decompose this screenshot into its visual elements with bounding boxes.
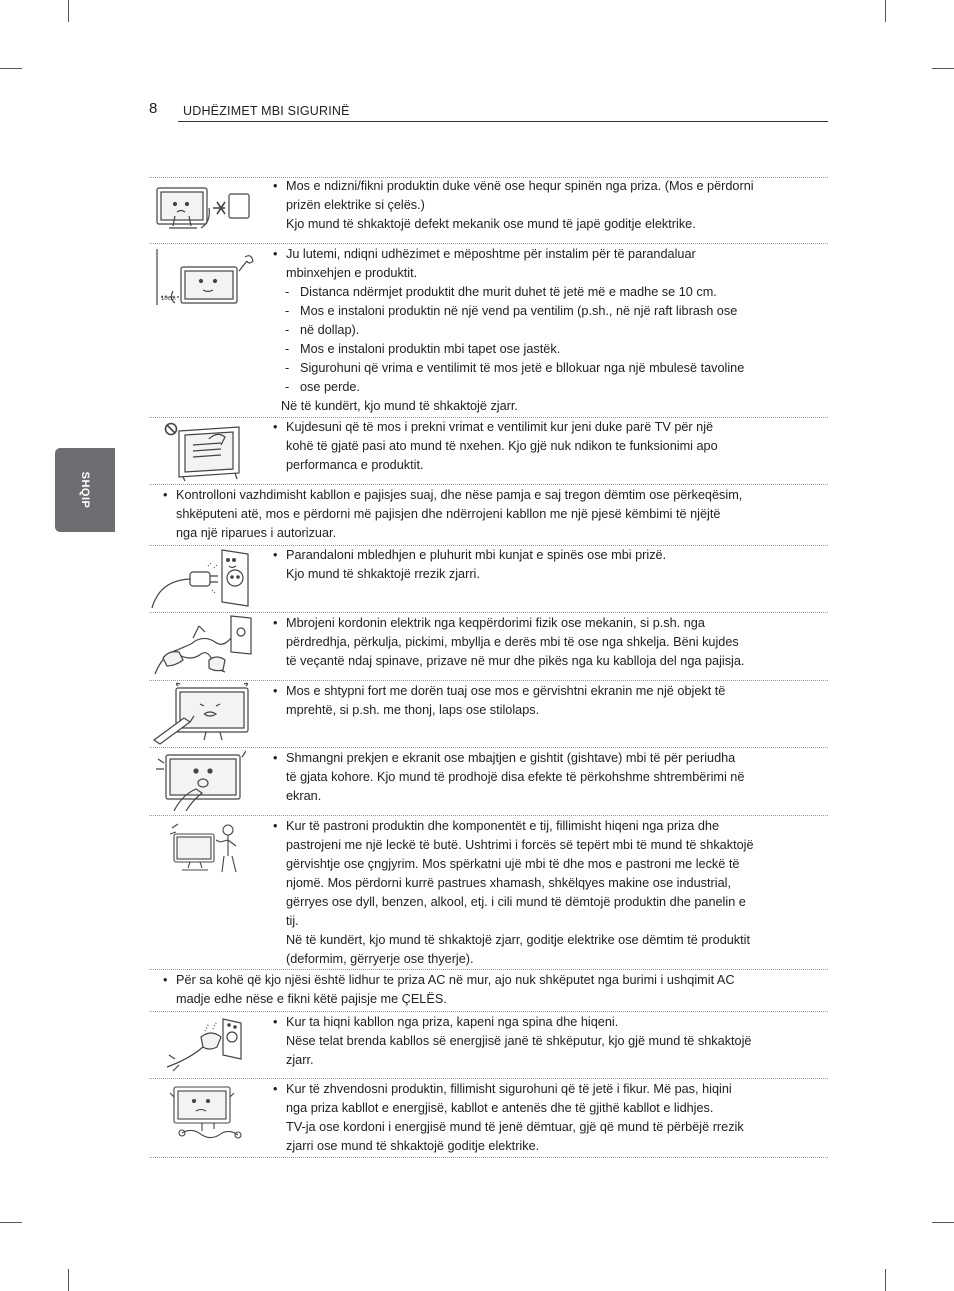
bullet-text: gërryes ose dyll, benzen, alkool, etj. i cili mund të dëmtojë produktin dhe panelin e xyxy=(286,895,746,909)
section-divider xyxy=(149,680,828,681)
section-divider xyxy=(149,747,828,748)
crop-mark xyxy=(885,0,886,22)
section-divider xyxy=(149,815,828,816)
section-pull-plug xyxy=(272,1013,832,1070)
list-item: - Mos e instaloni produktin mbi tapet ose jastëk. xyxy=(272,340,832,359)
note-text: Në të kundërt, kjo mund të shkaktojë zjarr, goditje elektrike ose dëmtim të produktit xyxy=(286,933,751,947)
bullet-text: mprehtë, si p.sh. me thonj, laps ose stilolaps. xyxy=(286,703,540,717)
list-item: - Distanca ndërmjet produktit dhe murit duhet të jetë më e madhe se 10 cm. xyxy=(272,283,832,302)
bullet-text: • Për sa kohë që kjo njësi është lidhur te priza AC në mur, ajo nuk shkëputet nga burimi i ushqimit AC xyxy=(162,971,832,990)
section-vent-heat xyxy=(272,418,832,475)
note-text: Kjo mund të shkaktojë defekt mekanik ose mund të japë goditje elektrike. xyxy=(286,217,696,231)
section-ventilation xyxy=(272,245,832,416)
bullet-text: • Shmangni prekjen e ekranit ose mbajtjen e gishtit (gishtave) mbi të për periudha xyxy=(272,749,832,768)
note-text: zjarri ose mund të shkaktojë goditje elektrike. xyxy=(286,1139,540,1153)
section-divider xyxy=(149,612,828,613)
section-divider xyxy=(149,969,828,970)
pull-plug-icon xyxy=(165,1015,245,1075)
distance-label: 10cm xyxy=(161,296,176,302)
list-item: - Mos e instaloni produktin në një vend pa ventilim (p.sh., në një raft librash ose xyxy=(272,302,832,321)
bullet-text: të veçantë ndaj spinave, prizave në mur dhe pikës nga ku kablloja del nga pajisja. xyxy=(286,654,745,668)
bullet-text: shkëputeni atë, mos e përdorni më pajisjen dhe ndërrojeni kabllon me një pjesë këmbimi të njëjtë xyxy=(176,507,721,521)
section-screen-touch xyxy=(272,749,832,806)
section-divider xyxy=(149,1078,828,1079)
crop-mark xyxy=(932,1222,954,1223)
section-divider xyxy=(149,484,828,485)
crop-mark xyxy=(68,0,69,22)
section-cleaning xyxy=(272,817,832,969)
bullet-text: të gjata kohore. Kjo mund të prodhojë disa efekte të përkohshme shtrembërimi në xyxy=(286,770,745,784)
bullet-text: njomë. Mos përdorni kurrë pastrues xhamash, shkëlqyes makine ose industrial, xyxy=(286,876,731,890)
note-text: (deformim, gërryerje ose thyerje). xyxy=(286,952,474,966)
bullet-text: tij. xyxy=(286,914,299,928)
dusty-plug-icon xyxy=(150,548,254,610)
section-dust xyxy=(272,546,832,584)
bullet-text: performanca e produktit. xyxy=(286,458,424,472)
section-move-tv xyxy=(272,1080,832,1156)
screen-press-icon xyxy=(150,682,254,746)
bullet-text: • Ju lutemi, ndiqni udhëzimet e mëposhtme për instalim për të parandaluar xyxy=(272,245,832,264)
tv-ventilation-icon xyxy=(153,247,261,309)
note-text: TV-ja ose kordoni i energjisë mund të jenë dëmtuar, gjë që mund të përbëjë rrezik xyxy=(286,1120,744,1134)
bullet-text: • Kur ta hiqni kabllon nga priza, kapeni nga spina dhe hiqeni. xyxy=(272,1013,832,1032)
tv-unplug-icon xyxy=(153,182,255,234)
bullet-text: gërvishtje ose çngjyrim. Mos spërkatni ujë mbi të dhe mos e pastroni me leckë të xyxy=(286,857,740,871)
warning-text: Në të kundërt, kjo mund të shkaktojë zjarr. xyxy=(281,399,518,413)
section-screen-press xyxy=(272,682,832,720)
bullet-text: • Kur të zhvendosni produktin, fillimisht sigurohuni që të jetë i fikur. Më pas, hiqini xyxy=(272,1080,832,1099)
bullet-text: prizën elektrike si çelës.) xyxy=(286,198,425,212)
language-tab-label: SHQIP xyxy=(79,471,91,509)
crop-mark xyxy=(68,1269,69,1291)
bullet-text: • Mos e shtypni fort me dorën tuaj ose mos e gërvishtni ekranin me një objekt të xyxy=(272,682,832,701)
no-touch-vent-icon xyxy=(163,421,247,483)
section-divider xyxy=(149,1157,828,1158)
crop-mark xyxy=(0,1222,22,1223)
section-cable-check xyxy=(162,486,832,543)
page-number: 8 xyxy=(149,100,158,117)
bullet-text: mbinxehjen e produktit. xyxy=(286,266,418,280)
bullet-text: ekran. xyxy=(286,789,322,803)
note-text: Kjo mund të shkaktojë rrezik zjarri. xyxy=(286,567,480,581)
section-ac-power xyxy=(162,971,832,1009)
bullet-text: • Mbrojeni kordonin elektrik nga keqpërdorimi fizik ose mekanin, si p.sh. nga xyxy=(272,614,832,633)
bullet-text: nga një riparues i autorizuar. xyxy=(176,526,337,540)
list-item: - në dollap). xyxy=(272,321,832,340)
move-tv-icon xyxy=(168,1083,246,1145)
bullet-text: • Kontrolloni vazhdimisht kabllon e pajisjes suaj, dhe nëse pamja e saj tregon dëmtim ose përkeqësim, xyxy=(162,486,832,505)
cord-abuse-icon xyxy=(151,614,255,680)
bullet-text: madje edhe nëse e fikni këtë pajisje me ÇELËS. xyxy=(176,992,447,1006)
list-item: - ose perde. xyxy=(272,378,832,397)
bullet-text: kohë të gjatë pasi ato mund të nxehen. Kjo gjë nuk ndikon te funksionimi apo xyxy=(286,439,718,453)
crop-mark xyxy=(932,68,954,69)
page-header-title: UDHËZIMET MBI SIGURINË xyxy=(183,104,350,118)
bullet-text: • Parandaloni mbledhjen e pluhurit mbi kunjat e spinës ose mbi prizë. xyxy=(272,546,832,565)
bullet-text: nga priza kabllot e energjisë, kabllot e antenës dhe të gjithë kabllot e lidhjes. xyxy=(286,1101,714,1115)
crop-mark xyxy=(0,68,22,69)
bullet-text: • Kujdesuni që të mos i prekni vrimat e ventilimit kur jeni duke parë TV për një xyxy=(272,418,832,437)
section-divider xyxy=(149,243,828,244)
cleaning-icon xyxy=(168,820,242,876)
language-tab xyxy=(55,448,115,532)
section-cord-protect xyxy=(272,614,832,671)
section-unplug xyxy=(272,177,832,234)
note-text: Nëse telat brenda kabllos së energjisë janë të shkëputur, kjo gjë mund të shkaktojë xyxy=(286,1034,752,1048)
list-item: - Sigurohuni që vrima e ventilimit të mos jetë e bllokuar nga një mbulesë tavoline xyxy=(272,359,832,378)
bullet-text: • Kur të pastroni produktin dhe komponentët e tij, fillimisht hiqeni nga priza dhe xyxy=(272,817,832,836)
header-rule xyxy=(178,121,828,122)
note-text: zjarr. xyxy=(286,1053,314,1067)
bullet-text: • Mos e ndizni/fikni produktin duke vënë ose hequr spinën nga priza. (Mos e përdorni xyxy=(272,177,832,196)
screen-finger-icon xyxy=(152,749,246,813)
bullet-text: përdredhja, përkulja, pickimi, mbyllja e derës mbi të ose nga shkelja. Bëni kujdes xyxy=(286,635,739,649)
section-divider xyxy=(149,1011,828,1012)
bullet-text: pastrojeni me një leckë të butë. Ushtrimi i forcës së tepërt mbi të mund të shkaktojë xyxy=(286,838,754,852)
crop-mark xyxy=(885,1269,886,1291)
